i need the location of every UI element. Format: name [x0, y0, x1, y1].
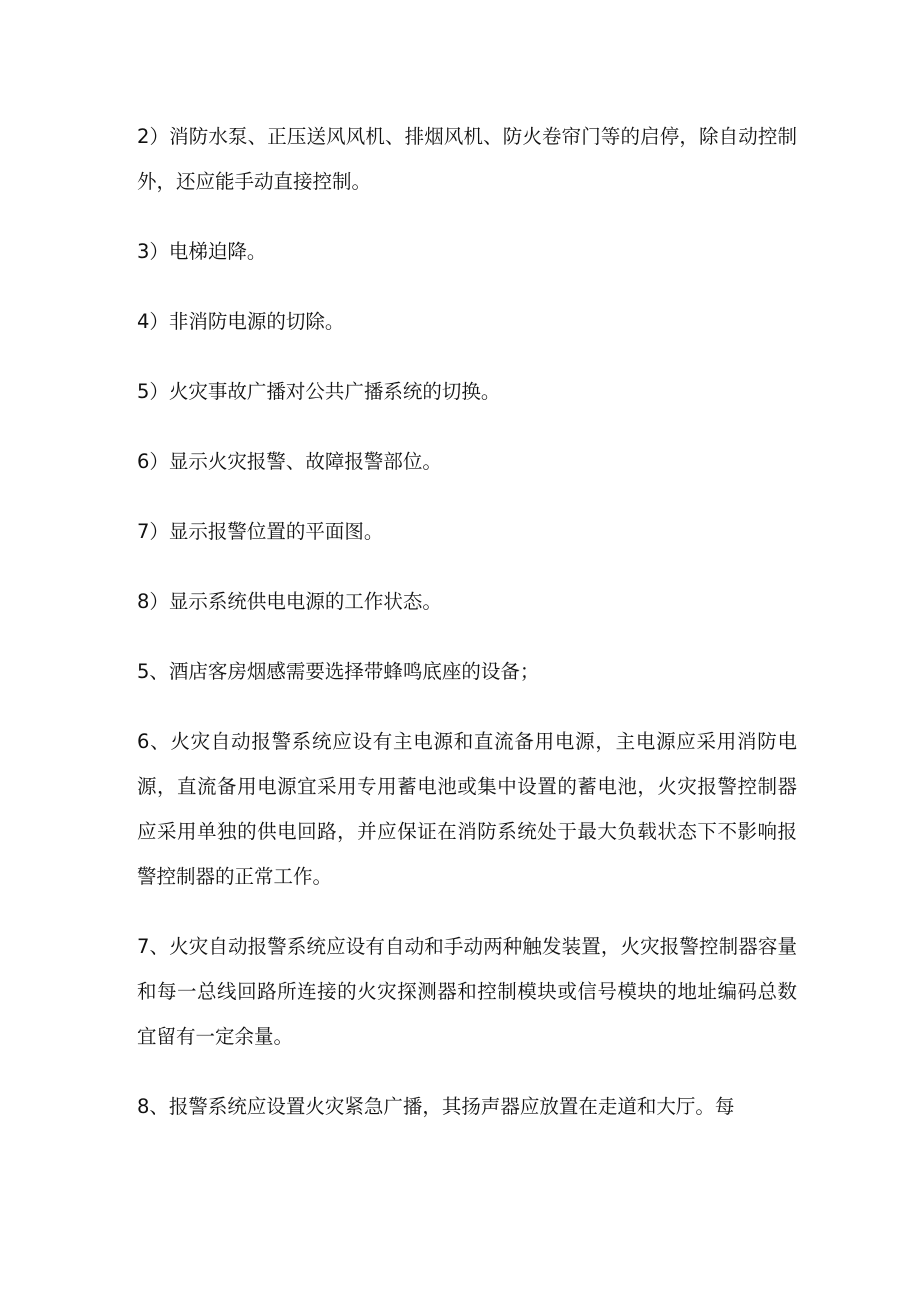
paragraph-item-5-broadcast-switch: 5）火灾事故广播对公共广播系统的切换。 — [137, 380, 501, 403]
paragraph-item-4-power-cutoff: 4）非消防电源的切除。 — [137, 310, 345, 333]
paragraph-item-3-elevator: 3）电梯迫降。 — [137, 240, 267, 263]
paragraph-section-5-smoke-detector: 5、酒店客房烟感需要选择带蜂鸣底座的设备； — [137, 660, 540, 683]
paragraph-section-7-trigger-devices: 7、火灾自动报警系统应设有自动和手动两种触发装置，火灾报警控制器容量和每一总线回路所连接的火灾探测器和控制模块或信号模块的地址编码总数宜留有一定余量。 — [137, 935, 797, 1048]
paragraph-section-8-emergency-broadcast: 8、报警系统应设置火灾紧急广播，其扬声器应放置在走道和大厅。每 — [137, 1095, 735, 1118]
paragraph-item-6-alarm-location: 6）显示火灾报警、故障报警部位。 — [137, 450, 442, 473]
paragraph-item-7-floor-plan: 7）显示报警位置的平面图。 — [137, 520, 384, 543]
document-body — [137, 114, 797, 1154]
paragraph-section-6-power-supply: 6、火灾自动报警系统应设有主电源和直流备用电源，主电源应采用消防电源，直流备用电源宜采用专用蓄电池或集中设置的蓄电池，火灾报警控制器应采用单独的供电回路，并应保证在消防系统处于最大负载状态下不影响报警控制器的正常工作。 — [137, 730, 797, 888]
paragraph-item-2-pump-control: 2）消防水泵、正压送风风机、排烟风机、防火卷帘门等的启停，除自动控制外，还应能手动直接控制。 — [137, 125, 797, 193]
paragraph-item-8-power-status: 8）显示系统供电电源的工作状态。 — [137, 590, 442, 613]
